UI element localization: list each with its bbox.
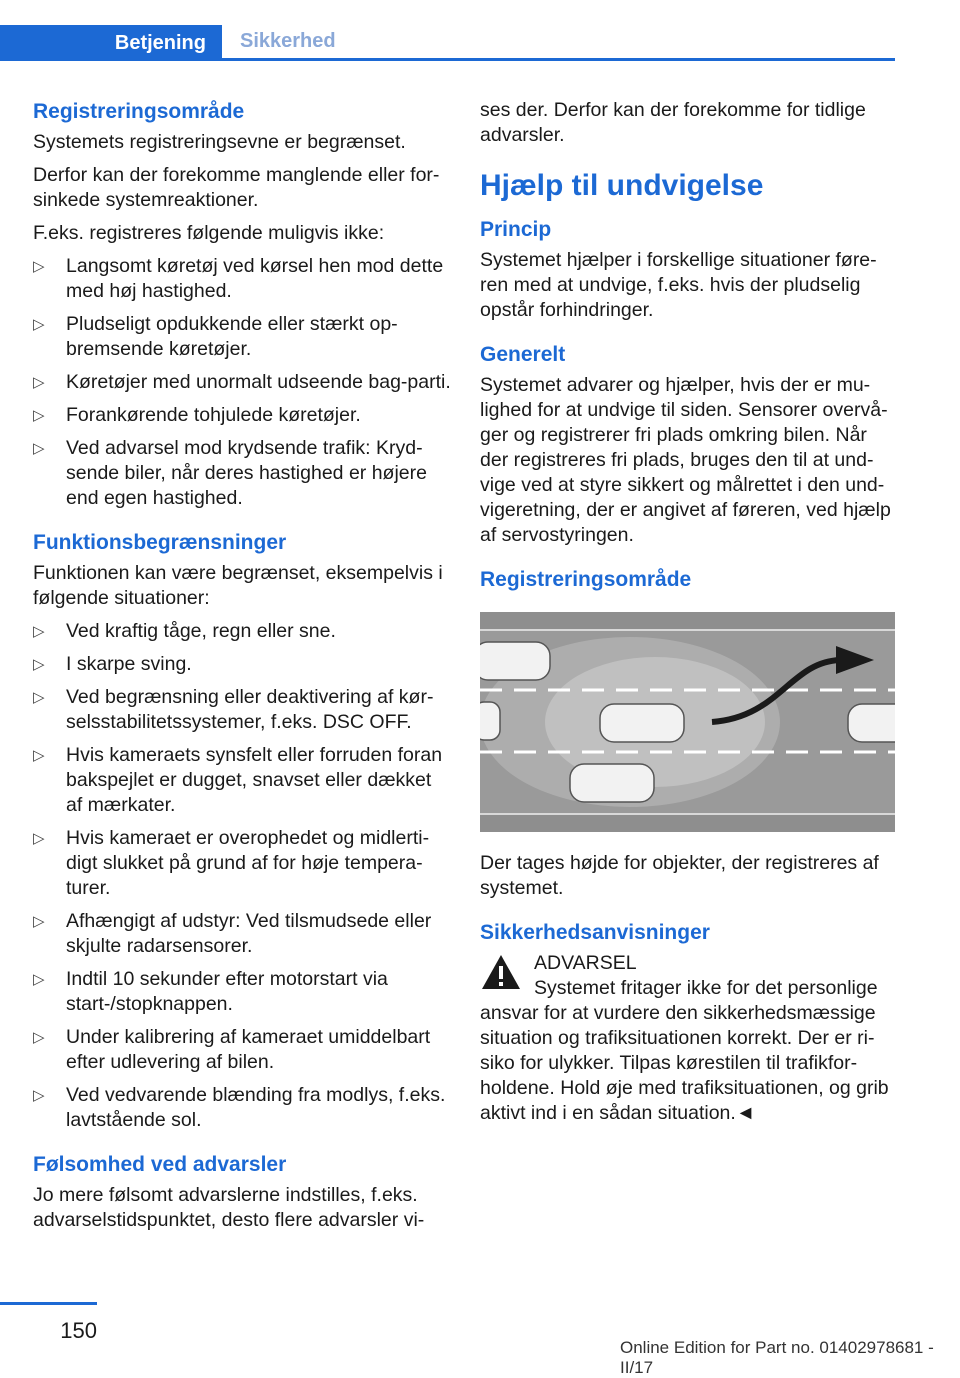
list-item: ▷ I skarpe sving. <box>33 652 451 677</box>
warning-icon <box>480 953 522 991</box>
paragraph: Jo mere følsomt advarslerne indstilles, f.eks. advarselstidspunktet, desto flere advarsler vi- <box>33 1184 425 1231</box>
paragraph: Derfor kan der forekomme manglende eller for-sinkede systemreaktioner. <box>33 164 440 211</box>
list-item: ▷ Hvis kameraets synsfelt eller forruden foran bakspejlet er dugget, snavset eller dækket af mærkater. <box>33 743 451 818</box>
paragraph: ses der. Derfor kan der forekomme for tidlige advarsler. <box>480 99 866 146</box>
paragraph: F.eks. registreres følgende muligvis ikke: <box>33 222 385 244</box>
edition-text: Online Edition for Part no. 01402978681 - II/17 <box>620 1338 934 1377</box>
list-item: ▷ Ved begrænsning eller deaktivering af kør-selsstabilitetssystemer, f.eks. DSC OFF. <box>33 685 451 735</box>
list-item: ▷ Langsomt køretøj ved kørsel hen mod dette med høj hastighed. <box>33 254 451 304</box>
heading-funktionsbegraensninger: Funktionsbegrænsninger <box>33 531 287 554</box>
heading-generelt: Generelt <box>480 343 566 366</box>
figure-caption: Der tages højde for objekter, der registreres af systemet. <box>480 852 879 899</box>
bullet-list-detection <box>33 254 451 511</box>
list-item: ▷ Indtil 10 sekunder efter motorstart via start-/stopknappen. <box>33 967 451 1017</box>
left-column <box>33 98 451 1241</box>
detection-area-illustration <box>480 612 895 832</box>
heading-folsomhed: Følsomhed ved advarsler <box>33 1153 287 1176</box>
heading-registreringsomrade: Registreringsområde <box>33 100 245 123</box>
tab-sikkerhed[interactable]: Sikkerhed <box>240 30 336 52</box>
list-item: ▷ Ved advarsel mod krydsende trafik: Kryd-sende biler, når deres hastighed er højere end egen hastighed. <box>33 436 451 511</box>
list-item: ▷ Afhængigt af udstyr: Ved tilsmudsede eller skjulte radarsensorer. <box>33 909 451 959</box>
list-item: ▷ Under kalibrering af kameraet umiddelbart efter udlevering af bilen. <box>33 1025 451 1075</box>
heading-sikkerhedsanvisninger: Sikkerhedsanvisninger <box>480 921 710 944</box>
list-item: ▷ Pludseligt opdukkende eller stærkt op-bremsende køretøjer. <box>33 312 451 362</box>
list-item: ▷ Ved kraftig tåge, regn eller sne. <box>33 619 451 644</box>
list-item: ▷ Ved vedvarende blænding fra modlys, f.eks. lavtstående sol. <box>33 1083 451 1133</box>
list-item: ▷ Køretøjer med unormalt udseende bag-parti. <box>33 370 451 395</box>
paragraph: Systemet advarer og hjælper, hvis der er mu-lighed for at undvige til siden. Sensorer overvå-ger og registrerer fri plads omkring bilen. Når der registreres fri plads, bruges den til at und-vige ved at styre sikkert og målrettet i den und-vigeretning, der er angivet af føreren, ved hjælp af servostyringen. <box>480 374 891 546</box>
warning-box <box>480 951 896 1126</box>
heading-hjaelp-til-undvigelse: Hjælp til undvigelse <box>480 169 764 202</box>
heading-princip: Princip <box>480 218 552 241</box>
page-number: 150 <box>60 1318 97 1343</box>
list-item: ▷ Hvis kameraet er overophedet og midlerti-digt slukket på grund af for høje tempera-turer. <box>33 826 451 901</box>
bullet-list-limitations <box>33 619 451 1133</box>
footer-rule <box>0 1302 97 1305</box>
list-item: ▷ Forankørende tohjulede køretøjer. <box>33 403 451 428</box>
right-column <box>480 98 896 1134</box>
warning-text: Systemet fritager ikke for det personlige ansvar for at vurdere den sikkerhedsmæssige situation og trafiksituationen korrekt. Der er ri-siko for ulykker. Tilpas kørestilen til trafikfor-holdene. Hold øje med trafiksituationen, og grib aktivt ind i en sådan situation.◄ <box>480 977 889 1124</box>
tab-betjening[interactable]: Betjening <box>0 25 222 61</box>
paragraph: Funktionen kan være begrænset, eksempelvis i følgende situationer: <box>33 562 443 609</box>
warning-title: ADVARSEL <box>534 952 637 974</box>
header-rule <box>0 58 895 61</box>
heading-registreringsomrade: Registreringsområde <box>480 568 692 591</box>
header-tabbar <box>0 25 895 61</box>
paragraph: Systemet hjælper i forskellige situationer føre-ren med at undvige, f.eks. hvis der pludselig opstår forhindringer. <box>480 249 877 321</box>
paragraph: Systemets registreringsevne er begrænset. <box>33 131 406 153</box>
